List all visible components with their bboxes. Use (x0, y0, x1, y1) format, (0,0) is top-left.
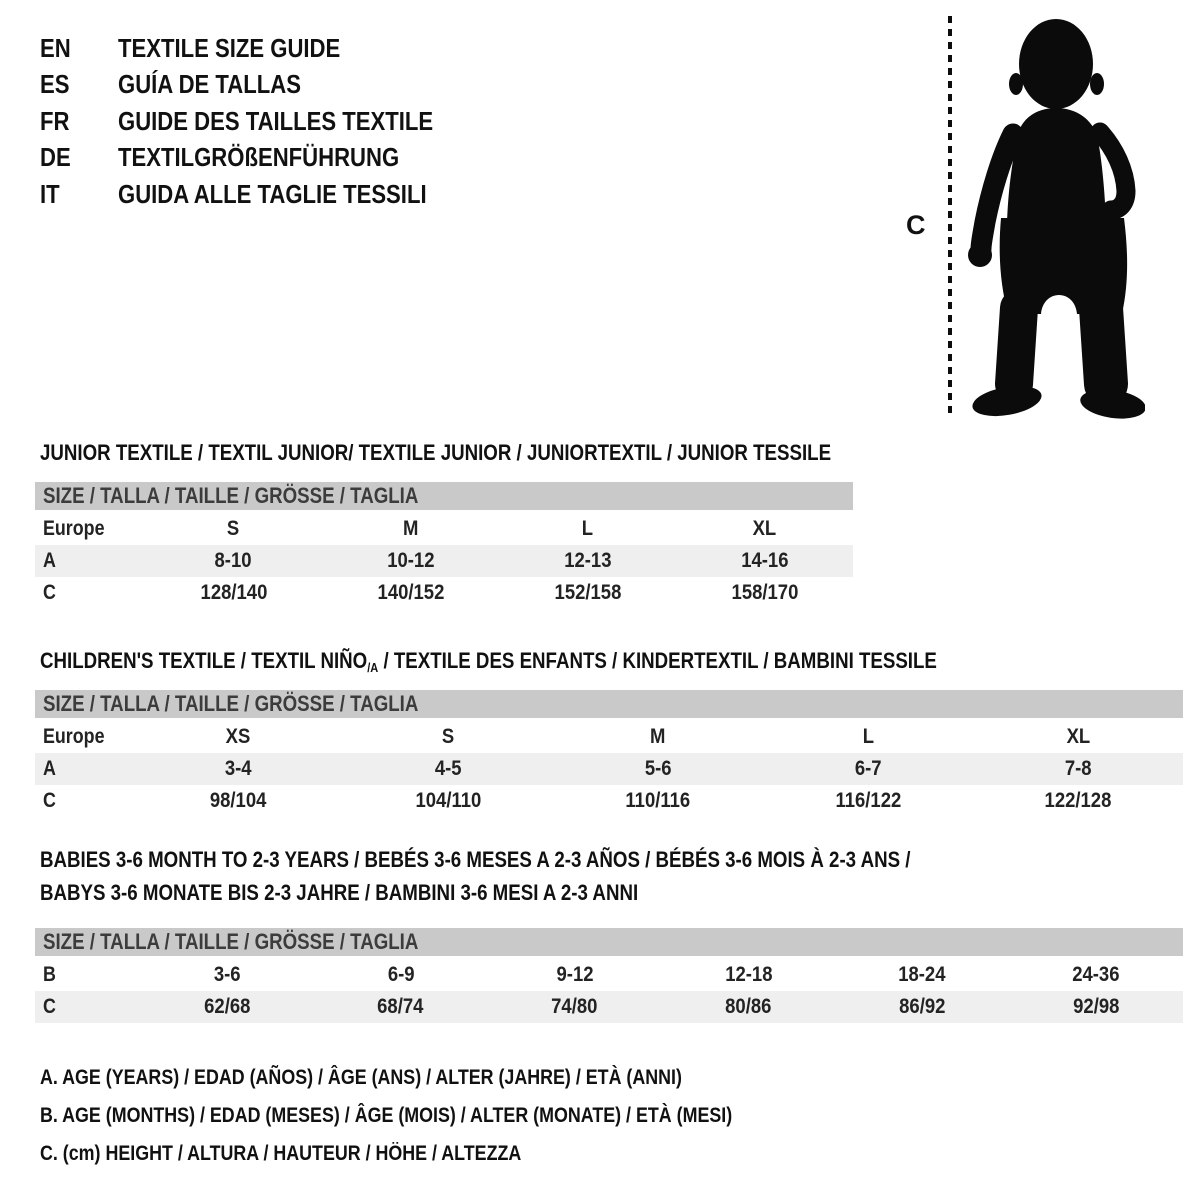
size-cell-text: 110/116 (625, 789, 691, 812)
size-cell (488, 995, 662, 1019)
legend-line-age-years: A. AGE (YEARS) / EDAD (AÑOS) / ÂGE (ANS) / ALTER (JAHRE) / ETÀ (ANNI) (40, 1066, 682, 1089)
table-row-a (35, 753, 1183, 785)
size-cell (835, 963, 1009, 987)
row-label-text: C (43, 789, 56, 812)
section-title-babies-line1: BABIES 3-6 MONTH TO 2-3 YEARS / BEBÉS 3-6 MESES A 2-3 AÑOS / BÉBÉS 3-6 MOIS À 2-3 ANS / (40, 847, 911, 872)
language-code: ES (40, 69, 70, 100)
row-label-text: A (43, 549, 56, 572)
size-cell-text: 152/158 (554, 581, 621, 604)
table-header (35, 690, 1183, 718)
size-cell (973, 757, 1183, 781)
size-cell-text: M (402, 517, 419, 540)
size-cell-text: 128/140 (200, 581, 267, 604)
size-cell (1009, 963, 1183, 987)
size-cell-text: 3-4 (224, 757, 252, 780)
baby-silhouette-icon (955, 12, 1145, 422)
size-cell-text: L (581, 517, 594, 540)
size-cell-text: 62/68 (203, 995, 251, 1018)
legend (40, 1066, 854, 1180)
size-cell (973, 789, 1183, 813)
size-cell-text: 8-10 (215, 549, 252, 572)
babies-size-table (35, 928, 1183, 1023)
table-header (35, 928, 1183, 956)
height-measure-line (948, 16, 952, 418)
size-cell (343, 789, 553, 813)
size-cell (676, 549, 853, 573)
size-cell-text: 5-6 (644, 757, 672, 780)
size-cell-text: 80/86 (725, 995, 772, 1018)
size-cell-text: XS (225, 725, 251, 748)
section-title-babies-line2: BABYS 3-6 MONATE BIS 2-3 JAHRE / BAMBINI 3-6 MESI A 2-3 ANNI (40, 880, 639, 905)
language-row-de (40, 140, 489, 177)
row-label (35, 517, 145, 541)
size-cell (553, 789, 763, 813)
language-title: TEXTILGRÖßENFÜHRUNG (118, 142, 400, 173)
size-cell (145, 517, 322, 541)
row-label (35, 549, 145, 573)
size-cell-text: 14-16 (740, 549, 789, 572)
language-code: FR (40, 105, 70, 136)
row-label (35, 963, 140, 987)
size-cell-text: 74/80 (551, 995, 598, 1018)
size-cell-text: 7-8 (1064, 757, 1092, 780)
size-cell (322, 517, 499, 541)
row-label-text: Europe (43, 517, 105, 540)
children-size-table (35, 690, 1183, 817)
size-cell (322, 549, 499, 573)
size-cell (499, 549, 676, 573)
size-cell-text: 116/122 (835, 789, 901, 812)
size-cell (763, 789, 973, 813)
row-label-text: C (43, 581, 56, 604)
size-cell (676, 517, 853, 541)
size-cell (499, 581, 676, 605)
size-cell-text: 12-18 (724, 963, 773, 986)
language-row-es (40, 67, 489, 104)
language-title: TEXTILE SIZE GUIDE (118, 32, 341, 63)
size-cell (133, 725, 343, 749)
legend-line-age-months: B. AGE (MONTHS) / EDAD (MESES) / ÂGE (MOIS) / ALTER (MONATE) / ETÀ (MESI) (40, 1104, 733, 1127)
row-label (35, 757, 133, 781)
language-title: GUIDE DES TAILLES TEXTILE (118, 105, 434, 136)
language-code: IT (40, 178, 60, 209)
junior-size-table (35, 482, 853, 609)
size-cell-text: 10-12 (386, 549, 435, 572)
size-cell-text: 12-13 (563, 549, 612, 572)
section-title-babies (40, 843, 1064, 909)
row-label (35, 725, 133, 749)
size-cell (499, 517, 676, 541)
size-cell (1009, 995, 1183, 1019)
size-cell (661, 995, 835, 1019)
size-cell (763, 757, 973, 781)
height-label: C (906, 210, 926, 240)
size-cell-text: 6-7 (854, 757, 882, 780)
table-row-c (35, 785, 1183, 817)
section-title-children-text (40, 644, 937, 680)
table-row-europe (35, 721, 1183, 753)
table-row-c (35, 577, 853, 609)
size-cell-text: 122/128 (1044, 789, 1112, 812)
language-title: GUIDA ALLE TAGLIE TESSILI (118, 178, 427, 209)
language-row-it (40, 176, 489, 213)
table-header-text: SIZE / TALLA / TAILLE / GRÖSSE / TAGLIA (43, 929, 419, 954)
size-cell (676, 581, 853, 605)
table-row-europe (35, 513, 853, 545)
size-cell-text: 92/98 (1072, 995, 1120, 1018)
row-label-text: Europe (43, 725, 105, 748)
table-row-b (35, 959, 1183, 991)
size-cell-text: 24-36 (1072, 963, 1120, 986)
table-row-a (35, 545, 853, 577)
size-cell-text: M (650, 725, 666, 748)
size-cell-text: 140/152 (377, 581, 444, 604)
size-cell-text: XL (752, 517, 777, 540)
size-cell-text: S (227, 517, 240, 540)
size-cell-text: 9-12 (556, 963, 594, 986)
size-cell (322, 581, 499, 605)
row-label (35, 581, 145, 605)
title-part: / TEXTILE DES ENFANTS / KINDERTEXTIL / BAMBINI TESSILE (378, 648, 937, 673)
size-cell-text: XL (1066, 725, 1090, 748)
title-subscript: /A (367, 660, 379, 675)
language-row-en (40, 30, 489, 67)
row-label-text: B (43, 963, 56, 986)
size-cell (973, 725, 1183, 749)
row-label-text: C (43, 995, 56, 1018)
size-cell-text: 3-6 (213, 963, 241, 986)
size-cell (133, 757, 343, 781)
size-cell (343, 757, 553, 781)
size-cell (140, 995, 314, 1019)
row-label-text: A (43, 757, 56, 780)
size-cell (763, 725, 973, 749)
row-label (35, 995, 140, 1019)
size-cell-text: 68/74 (377, 995, 424, 1018)
title-part: CHILDREN'S TEXTILE / TEXTIL NIÑO (40, 648, 368, 673)
size-cell (314, 995, 488, 1019)
size-cell-text: 18-24 (898, 963, 946, 986)
size-cell-text: 158/170 (731, 581, 798, 604)
language-title: GUÍA DE TALLAS (118, 69, 301, 100)
size-cell-text: 4-5 (434, 757, 462, 780)
size-cell (145, 581, 322, 605)
section-title-junior (40, 436, 971, 469)
size-cell (140, 963, 314, 987)
size-cell (343, 725, 553, 749)
language-code: DE (40, 142, 71, 173)
table-header-text: SIZE / TALLA / TAILLE / GRÖSSE / TAGLIA (43, 483, 419, 508)
language-list (40, 30, 489, 213)
table-header-text: SIZE / TALLA / TAILLE / GRÖSSE / TAGLIA (43, 691, 419, 716)
language-row-fr (40, 103, 489, 140)
size-cell (553, 725, 763, 749)
size-cell-text: 104/110 (415, 789, 481, 812)
size-cell (145, 549, 322, 573)
size-cell-text: 6-9 (387, 963, 415, 986)
size-cell (488, 963, 662, 987)
size-cell (553, 757, 763, 781)
size-cell-text: S (441, 725, 455, 748)
size-cell-text: 98/104 (209, 789, 267, 812)
table-row-c (35, 991, 1183, 1023)
size-cell-text: 86/92 (899, 995, 946, 1018)
size-cell (835, 995, 1009, 1019)
size-cell (314, 963, 488, 987)
size-cell-text: L (862, 725, 874, 748)
table-header (35, 482, 853, 510)
row-label (35, 789, 133, 813)
size-cell (661, 963, 835, 987)
size-cell (133, 789, 343, 813)
section-title-junior-text: JUNIOR TEXTILE / TEXTIL JUNIOR/ TEXTILE JUNIOR / JUNIORTEXTIL / JUNIOR TESSILE (40, 440, 832, 465)
legend-line-height: C. (cm) HEIGHT / ALTURA / HAUTEUR / HÖHE / ALTEZZA (40, 1142, 522, 1165)
language-code: EN (40, 32, 71, 63)
section-title-children (40, 644, 1095, 680)
